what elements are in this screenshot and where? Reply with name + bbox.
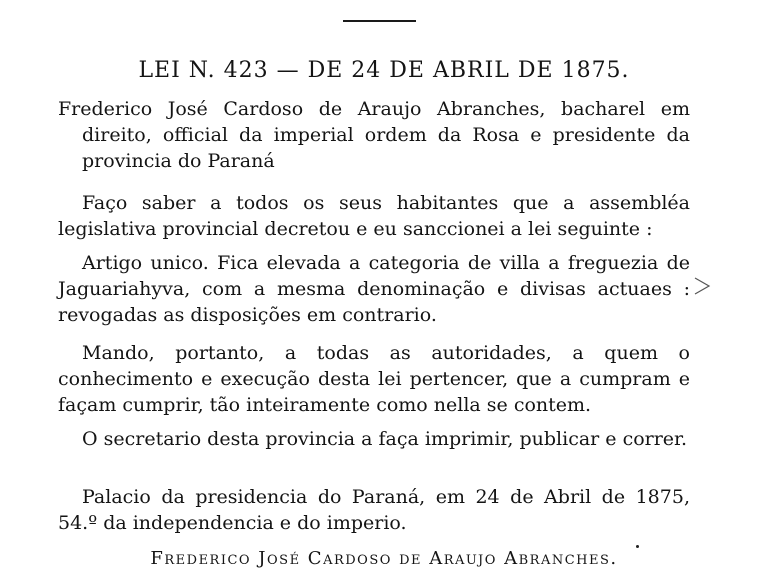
body-paragraph-article: Artigo unico. Fica elevada a categoria de villa a freguezia de Jaguariahyva, com a mesma denominação e divisas actuaes : revogadas as disposições em contrario. xyxy=(58,252,690,326)
body-paragraph-decree: Faço saber a todos os seus habitantes que a assembléa legislativa provincial decretou e eu sanccionei a lei seguinte : xyxy=(58,192,690,240)
top-rule-divider xyxy=(343,20,416,22)
body-paragraph-date: Palacio da presidencia do Paraná, em 24 de Abril de 1875, 54.º da independencia e do imperio. xyxy=(58,486,690,534)
signature-line: Frederico José Cardoso de Araujo Abranches. xyxy=(150,548,618,569)
margin-arrow-icon xyxy=(693,276,711,296)
law-title: LEI N. 423 — DE 24 DE ABRIL DE 1875. xyxy=(138,58,630,83)
body-paragraph-order: Mando, portanto, a todas as autoridades, a quem o conhecimento e execução desta lei pertencer, que a cumpram e façam cumprir, tão inteiramente como nella se contem. xyxy=(58,342,690,416)
preamble-paragraph: Frederico José Cardoso de Araujo Abranches, bacharel em direito, official da imperial ordem da Rosa e presidente da provincia do Paraná xyxy=(58,98,690,172)
body-paragraph-publication: O secretario desta provincia a faça imprimir, publicar e correr. xyxy=(82,428,688,450)
